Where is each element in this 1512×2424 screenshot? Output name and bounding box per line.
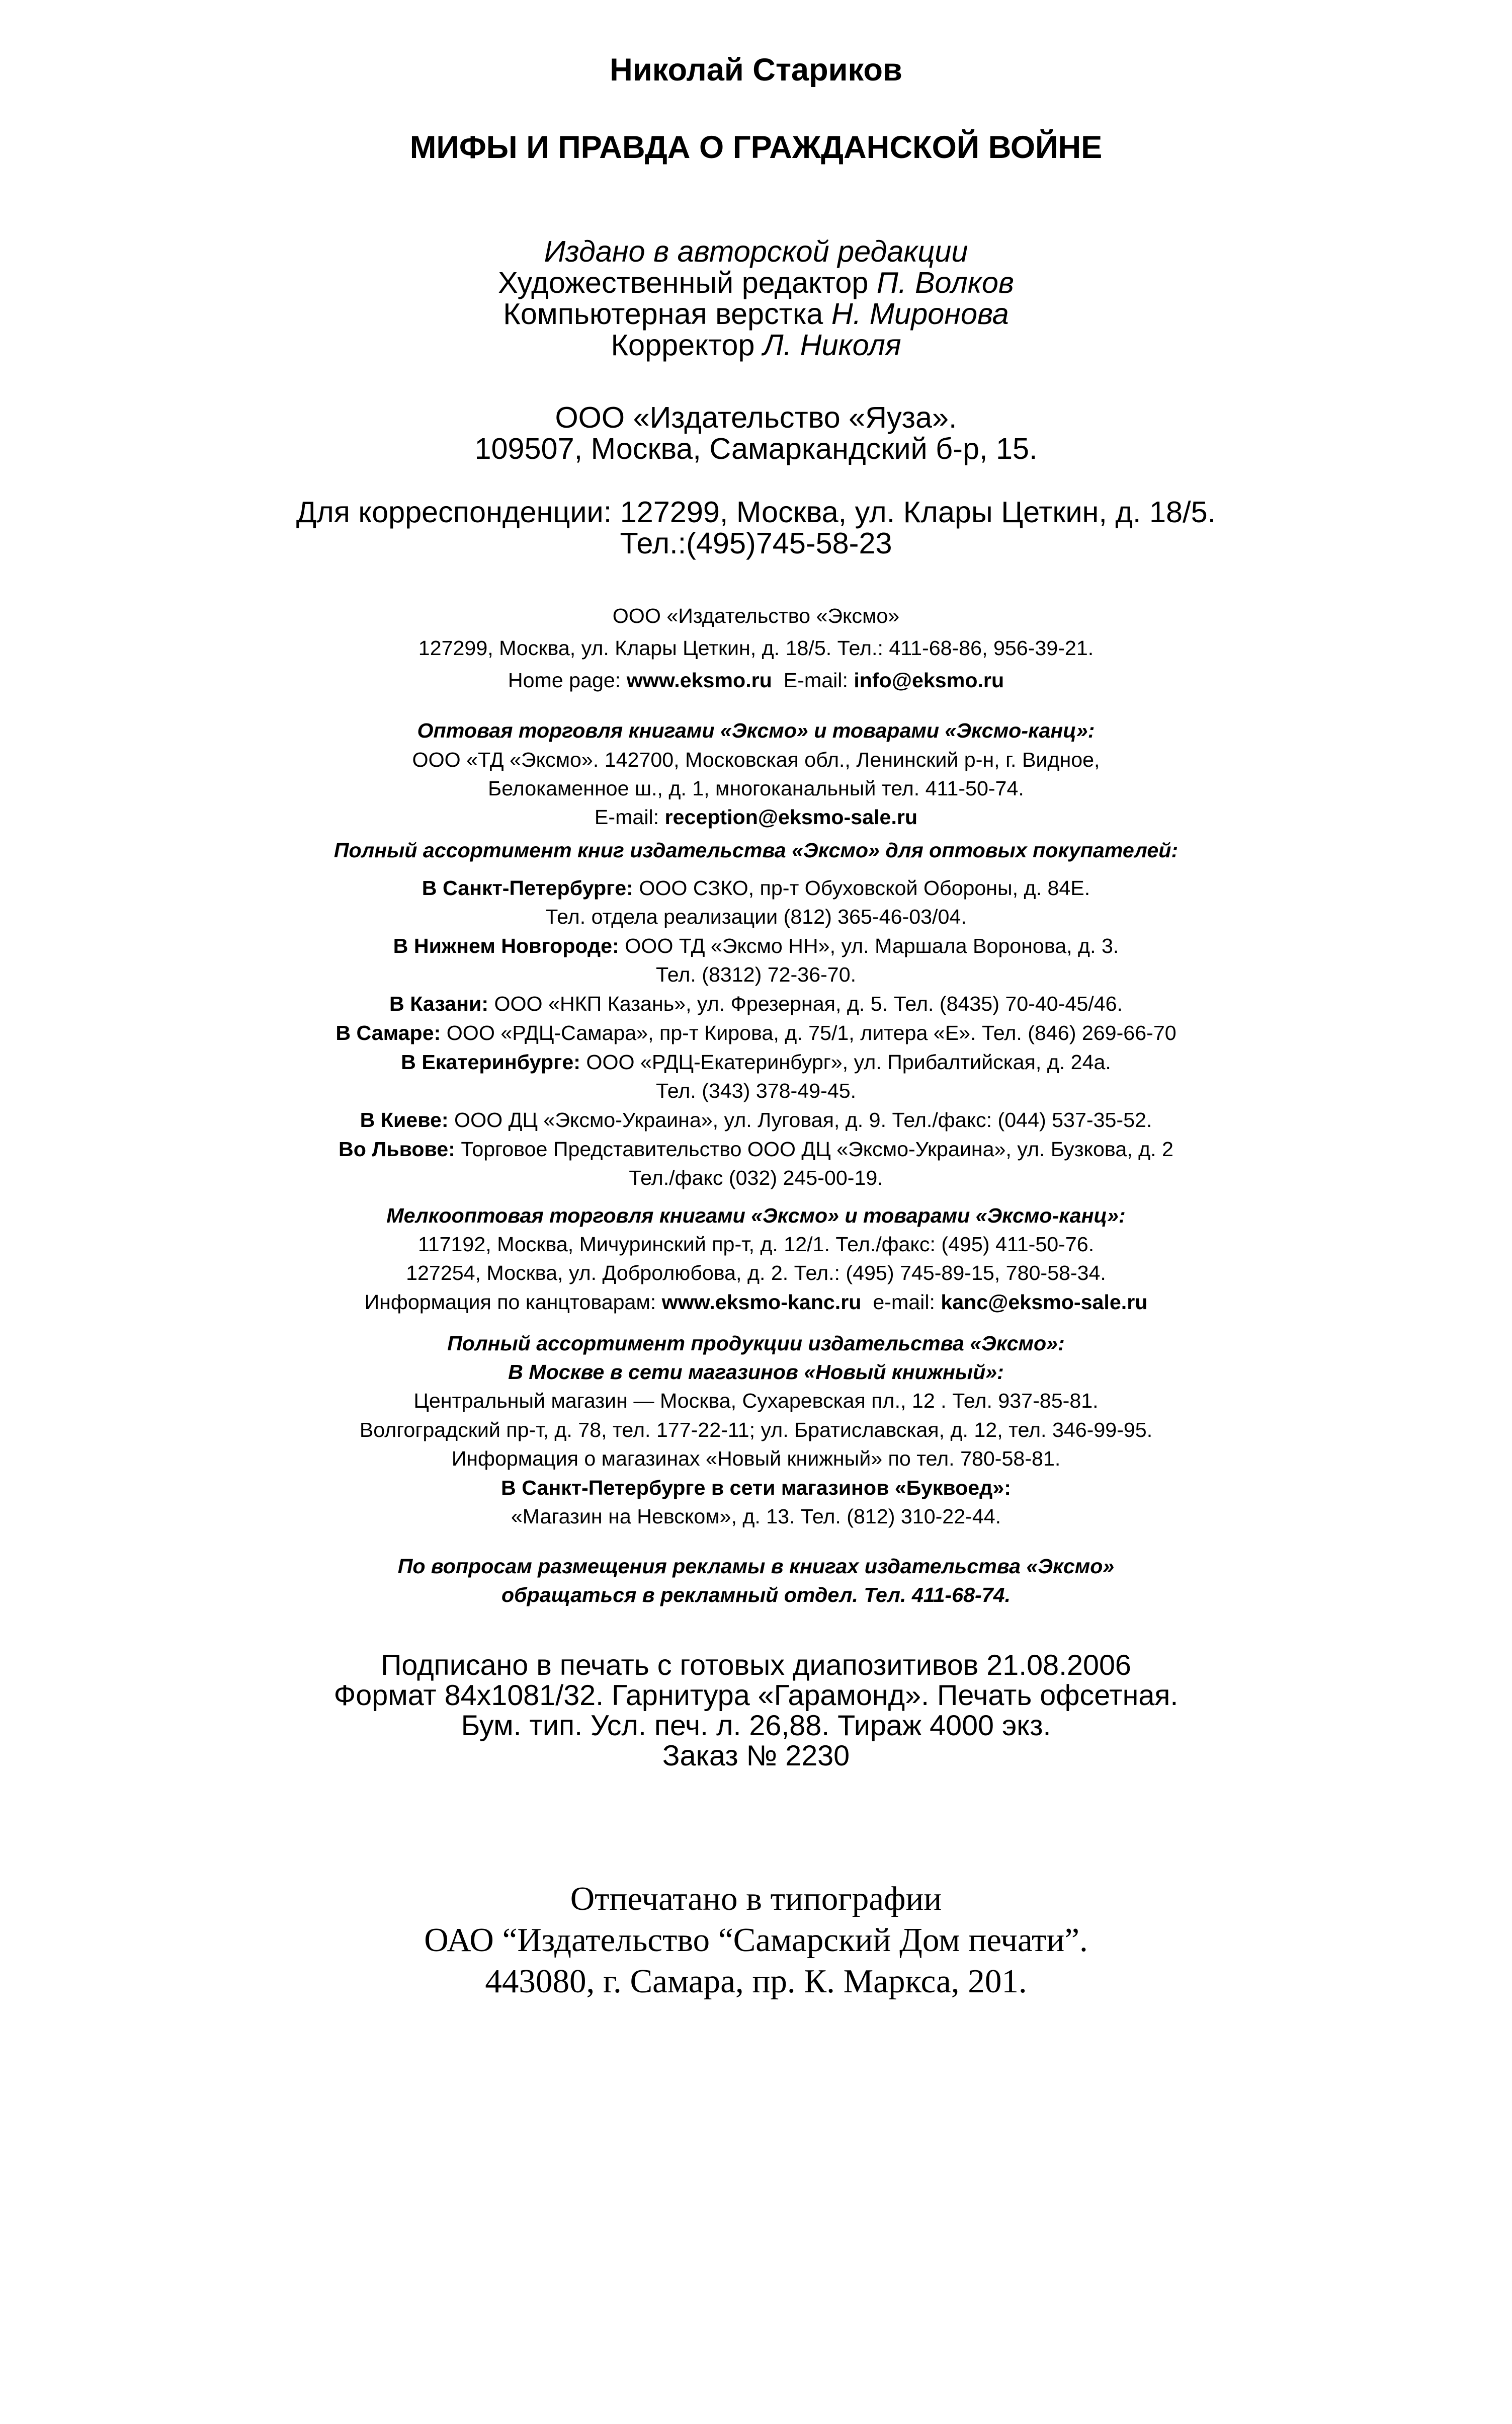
spb-city: В Санкт-Петербурге:: [422, 876, 639, 900]
art-editor-line: [0, 268, 1512, 297]
edition-note: Издано в авторской редакции: [544, 234, 968, 268]
spb-store: «Магазин на Невском», д. 13. Тел. (812) 310-22-44.: [511, 1505, 1001, 1528]
layout-label: Компьютерная верстка: [503, 297, 831, 331]
proofreader-label: Корректор: [611, 328, 763, 362]
art-editor-label: Художественный редактор: [498, 266, 877, 299]
spb-line: [0, 878, 1512, 899]
printer-line2: ОАО “Издательство “Самарский Дом печати”.: [424, 1921, 1088, 1959]
full-assortment-heading: Полный ассортимент книг издательства «Эксмо» для оптовых покупателей:: [333, 839, 1179, 862]
nn-city: В Нижнем Новгороде:: [393, 934, 625, 957]
yauza-name: ООО «Издательство «Яуза».: [555, 400, 957, 434]
advertising-line1: По вопросам размещения рекламы в книгах издательства «Эксмо»: [397, 1555, 1115, 1578]
layout-line: [0, 299, 1512, 329]
spb-stores-heading: В Санкт-Петербурге в сети магазинов «Буквоед»:: [501, 1476, 1011, 1499]
kiev-city: В Киеве:: [360, 1108, 455, 1132]
proofreader-name: Л. Николя: [763, 328, 901, 362]
art-editor-name: П. Волков: [876, 266, 1014, 299]
retail-heading: Полный ассортимент продукции издательства «Эксмо»:: [447, 1332, 1065, 1355]
central-store: Центральный магазин — Москва, Сухаревская пл., 12 . Тел. 937-85-81.: [413, 1389, 1099, 1412]
stationery-email-link[interactable]: kanc@eksmo-sale.ru: [941, 1290, 1148, 1314]
moscow-stores-heading: В Москве в сети магазинов «Новый книжный»:: [508, 1360, 1004, 1384]
wholesale-email-label: E-mail:: [594, 805, 665, 829]
eksmo-website-link[interactable]: www.eksmo.ru: [626, 669, 772, 692]
stationery-info-line: [0, 1292, 1512, 1313]
eksmo-name: ООО «Издательство «Эксмо»: [612, 604, 900, 627]
ekb-phone: Тел. (343) 378-49-45.: [655, 1079, 857, 1102]
yauza-phone: Тел.:(495)745-58-23: [620, 526, 892, 560]
advertising-line2: обращаться в рекламный отдел. Тел. 411-68-74.: [501, 1583, 1011, 1606]
stationery-email-label: e-mail:: [861, 1290, 941, 1314]
imprint-paper: Бум. тип. Усл. печ. л. 26,88. Тираж 4000 экз.: [461, 1710, 1051, 1742]
volgograd-stores: Волгоградский пр-т, д. 78, тел. 177-22-11; ул. Братиславская, д. 12, тел. 346-99-95.: [359, 1418, 1153, 1441]
small-wholesale-line1: 117192, Москва, Мичуринский пр-т, д. 12/1. Тел./факс: (495) 411-50-76.: [417, 1233, 1095, 1256]
wholesale-heading: Оптовая торговля книгами «Эксмо» и товарами «Эксмо-канц»:: [417, 719, 1095, 742]
imprint-signed: Подписано в печать с готовых диапозитивов 21.08.2006: [381, 1649, 1131, 1681]
kiev-text: ООО ДЦ «Эксмо-Украина», ул. Луговая, д. 9. Тел./факс: (044) 537-35-52.: [454, 1108, 1152, 1132]
printer-line1: Отпечатано в типографии: [570, 1880, 942, 1917]
eksmo-email-link[interactable]: info@eksmo.ru: [854, 669, 1004, 692]
eksmo-web-label: Home page:: [508, 669, 627, 692]
samara-text: ООО «РДЦ-Самара», пр-т Кирова, д. 75/1, литера «Е». Тел. (846) 269-66-70: [446, 1021, 1177, 1044]
book-title: МИФЫ И ПРАВДА О ГРАЖДАНСКОЙ ВОЙНЕ: [409, 130, 1103, 165]
layout-name: Н. Миронова: [831, 297, 1009, 331]
kiev-line: [0, 1110, 1512, 1130]
eksmo-email-label: E-mail:: [772, 669, 854, 692]
lviv-line: [0, 1139, 1512, 1160]
author-name: Николай Стариков: [610, 52, 902, 88]
small-wholesale-heading: Мелкооптовая торговля книгами «Эксмо» и товарами «Эксмо-канц»:: [386, 1204, 1126, 1227]
yauza-address: 109507, Москва, Самаркандский б-р, 15.: [474, 432, 1038, 465]
stores-info: Информация о магазинах «Новый книжный» по тел. 780-58-81.: [451, 1447, 1061, 1470]
spb-phone: Тел. отдела реализации (812) 365-46-03/04.: [545, 905, 967, 928]
stationery-website-link[interactable]: www.eksmo-kanc.ru: [661, 1290, 862, 1314]
ekb-text: ООО «РДЦ-Екатеринбург», ул. Прибалтийская, д. 24а.: [586, 1051, 1111, 1074]
spb-text: ООО СЗКО, пр-т Обуховской Обороны, д. 84Е.: [639, 876, 1090, 900]
ekb-city: В Екатеринбурге:: [401, 1051, 586, 1074]
kazan-text: ООО «НКП Казань», ул. Фрезерная, д. 5. Тел. (8435) 70-40-45/46.: [494, 992, 1123, 1015]
kazan-city: В Казани:: [389, 992, 494, 1015]
proofreader-line: [0, 330, 1512, 360]
samara-city: В Самаре:: [335, 1021, 447, 1044]
samara-line: [0, 1023, 1512, 1043]
nn-line: [0, 936, 1512, 956]
wholesale-email-link[interactable]: reception@eksmo-sale.ru: [664, 805, 918, 829]
wholesale-line2: Белокаменное ш., д. 1, многоканальный тел. 411-50-74.: [488, 777, 1024, 800]
eksmo-address: 127299, Москва, ул. Клары Цеткин, д. 18/5. Тел.: 411-68-86, 956-39-21.: [418, 636, 1094, 660]
wholesale-email-line: [0, 807, 1512, 828]
lviv-text: Торговое Представительство ООО ДЦ «Эксмо-Украина», ул. Бузкова, д. 2: [461, 1138, 1173, 1161]
imprint-format: Формат 84x1081/32. Гарнитура «Гарамонд». Печать офсетная.: [333, 1679, 1179, 1712]
small-wholesale-line2: 127254, Москва, ул. Добролюбова, д. 2. Тел.: (495) 745-89-15, 780-58-34.: [406, 1261, 1106, 1284]
wholesale-line1: ООО «ТД «Эксмо». 142700, Московская обл., Ленинский р-н, г. Видное,: [412, 748, 1100, 771]
eksmo-contacts: [0, 670, 1512, 691]
yauza-correspondence: Для корреспонденции: 127299, Москва, ул. Клары Цеткин, д. 18/5.: [296, 495, 1216, 529]
lviv-phone: Тел./факс (032) 245-00-19.: [629, 1166, 883, 1189]
ekb-line: [0, 1052, 1512, 1073]
printer-line3: 443080, г. Самара, пр. К. Маркса, 201.: [485, 1962, 1027, 2000]
lviv-city: Во Львове:: [339, 1138, 461, 1161]
nn-phone: Тел. (8312) 72-36-70.: [655, 963, 857, 986]
nn-text: ООО ТД «Эксмо НН», ул. Маршала Воронова, д. 3.: [625, 934, 1119, 957]
imprint-order: Заказ № 2230: [662, 1740, 850, 1772]
kazan-line: [0, 994, 1512, 1014]
stationery-info-label: Информация по канцтоварам:: [364, 1290, 662, 1314]
